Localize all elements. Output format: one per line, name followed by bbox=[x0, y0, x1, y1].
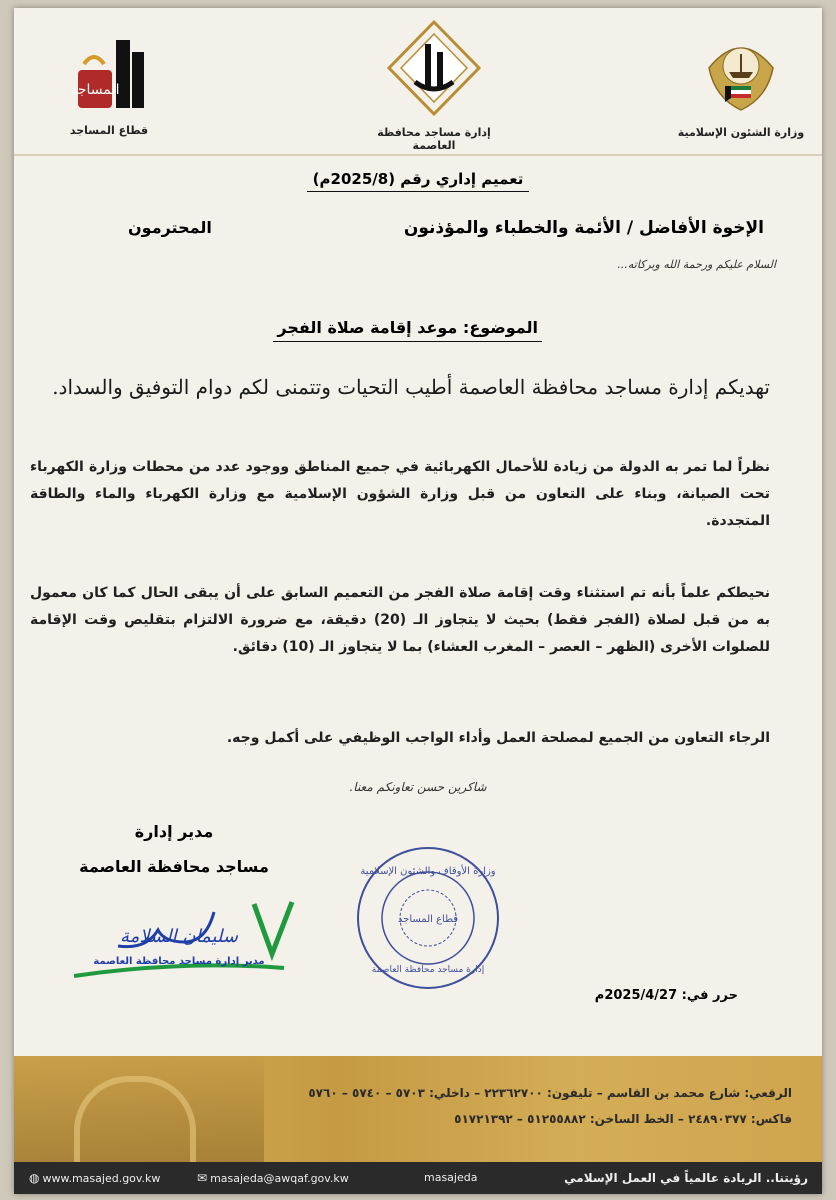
email-link[interactable]: ✉ masajeda@awqaf.gov.kw bbox=[197, 1171, 349, 1185]
director-signature bbox=[54, 894, 304, 994]
stamp-bottom-text: إدارة مساجد محافظة العاصمة bbox=[371, 965, 485, 975]
ministry-caption: وزارة الشئون الإسلامية bbox=[677, 126, 805, 139]
addressee-line: الإخوة الأفاضل / الأئمة والخطباء والمؤذنون bbox=[403, 218, 764, 238]
footer-fax: فاكس: ٢٤٨٩٠٣٧٧ – الخط الساخن: ٥١٢٥٥٨٨٢ – ٥١٧٢١٣٩٢ bbox=[454, 1112, 792, 1126]
stamp-outer-text: وزارة الأوقاف والشئون الإسلامية bbox=[360, 866, 496, 877]
footer-band bbox=[14, 1056, 822, 1162]
svg-text:المساجد: المساجد bbox=[70, 82, 120, 98]
body-paragraph-2: نحيطكم علماً بأنه تم استثناء وقت إقامة صلاة الفجر من التعميم السابق على أن يبقى الحال كما كان معمول به من قبل لصلاة (الفجر فقط) بحيث لا يتجاوز الـ (20) دقيقة، مع ضرورة الالتزام بتقليص وقت الإقامة للصلوات الأخرى (الظهر – العصر – المغرب العشاء) بما لا يتجاوز الـ (10) دقائق. bbox=[30, 585, 770, 655]
capital-mosques-emblem-icon bbox=[379, 18, 489, 118]
issue-date: حرر في: 2025/4/27م bbox=[594, 988, 738, 1003]
capital-mosques-logo bbox=[354, 18, 514, 152]
body-paragraph-1: نظراً لما تمر به الدولة من زيادة للأحمال الكهربائية في جميع المناطق ووجود عدد من محطات وزارة الكهرباء تحت الصيانة، وبناء على التعاون من قبل وزارة الشؤون الإسلامية مع وزارة الكهرباء والماء والطاقة المتجددة. bbox=[30, 459, 770, 529]
header-divider bbox=[14, 154, 822, 156]
mosques-sector-caption: قطاع المساجد bbox=[69, 124, 149, 137]
document-page bbox=[14, 8, 822, 1194]
footer-arch-image bbox=[14, 1056, 264, 1162]
mosques-sector-logo bbox=[54, 30, 164, 137]
director-block bbox=[64, 814, 284, 884]
greeting-line: السلام عليكم ورحمة الله وبركاته... bbox=[617, 258, 776, 271]
official-stamp bbox=[354, 844, 502, 992]
kuwait-emblem-icon bbox=[695, 28, 787, 118]
signature-title: مدير إدارة مساجد محافظة العاصمة bbox=[93, 956, 265, 967]
email-icon: ✉ bbox=[197, 1171, 208, 1185]
subject-line bbox=[273, 318, 542, 337]
mosques-sector-emblem-icon bbox=[64, 30, 154, 116]
ministry-logo bbox=[676, 28, 806, 139]
footer-address: الرقعي: شارع محمد بن القاسم – تليفون: ٢٢٣٦٢٧٠٠ – داخلي: ٥٧٠٣ – ٥٧٤٠ – ٥٧٦٠ bbox=[308, 1086, 792, 1100]
social-handle[interactable]: masajeda bbox=[424, 1171, 478, 1184]
subject-label: الموضوع: bbox=[462, 318, 538, 337]
signature-name: سليمان السلامة bbox=[120, 926, 238, 947]
body-paragraph-3: الرجاء التعاون من الجميع لمصلحة العمل وأداء الواجب الوظيفي على أكمل وجه. bbox=[226, 730, 770, 746]
memo-title: تعميم إداري رقم (2025/8م) bbox=[14, 170, 822, 188]
website-link[interactable]: ◍ www.masajed.gov.kw bbox=[29, 1171, 161, 1185]
subject-text: موعد إقامة صلاة الفجر bbox=[277, 318, 458, 337]
thanks-line: شاكرين حسن تعاونكم معنا. bbox=[349, 780, 487, 794]
director-title-line-2: مساجد محافظة العاصمة bbox=[79, 857, 269, 876]
globe-icon: ◍ bbox=[29, 1171, 40, 1185]
footer-slogan: رؤيتنا.. الريادة عالمياً في العمل الإسلامي bbox=[564, 1171, 808, 1185]
director-title-line-1: مدير إدارة bbox=[134, 822, 214, 841]
footer-contact-bar bbox=[14, 1162, 822, 1194]
respected-label: المحترمون bbox=[128, 218, 212, 237]
capital-mosques-caption: إدارة مساجد محافظة العاصمة bbox=[377, 126, 491, 152]
stamp-inner-text: قطاع المساجد bbox=[397, 914, 459, 925]
intro-paragraph: تهديكم إدارة مساجد محافظة العاصمة أطيب التحيات وتتمنى لكم دوام التوفيق والسداد. bbox=[52, 375, 770, 399]
